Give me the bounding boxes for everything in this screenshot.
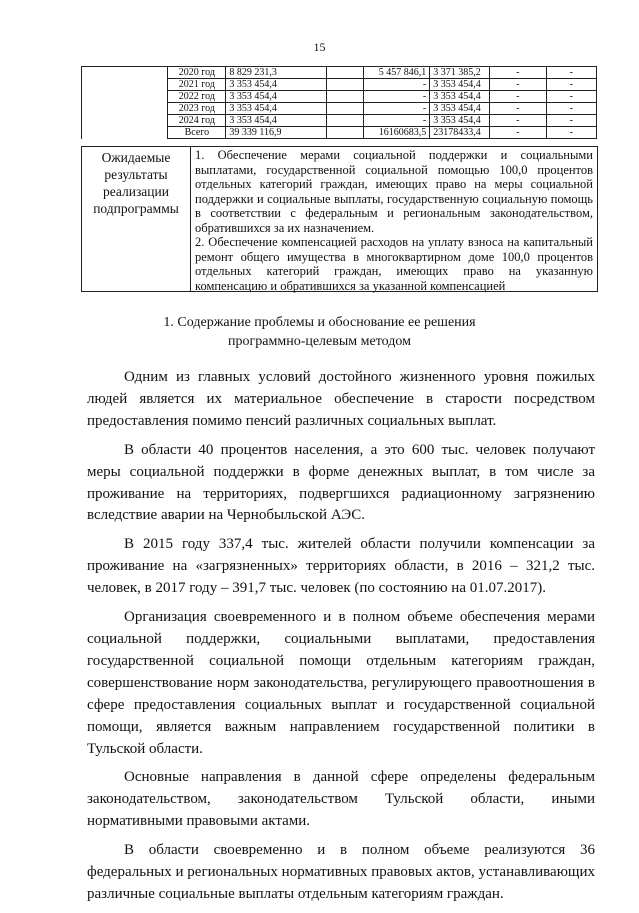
total-cell: 8 829 231,3 (226, 67, 327, 79)
year-cell: 2024 год (168, 115, 226, 127)
year-cell: 2020 год (168, 67, 226, 79)
funding-table (81, 66, 597, 139)
paragraph: В 2015 году 337,4 тыс. жителей области получили компенсации за проживание на «загрязненных» территориях области, в 2016 – 321,2 тыс. человек, в 2017 году – 391,7 тыс. человек (по состоянию на 01.07.2017). (87, 536, 595, 597)
dash-cell: - (546, 67, 596, 79)
regional-cell: 3 353 454,4 (430, 115, 490, 127)
extra-cell (327, 79, 364, 91)
expected-results-text (195, 148, 593, 293)
year-cell: 2021 год (168, 79, 226, 91)
extra-cell (327, 127, 364, 139)
extra-cell (327, 103, 364, 115)
regional-cell: 3 353 454,4 (430, 91, 490, 103)
extra-cell (327, 67, 364, 79)
federal-cell: - (364, 91, 430, 103)
total-cell: 3 353 454,4 (226, 79, 327, 91)
year-cell: Всего (168, 127, 226, 139)
paragraph: В области 40 процентов населения, а это 600 тыс. человек получают меры социальной поддержки в форме денежных выплат, в том числе за проживание на территориях, подвергшихся радиационному загрязнению вследствие аварии на Чернобыльской АЭС. (87, 441, 595, 524)
dash-cell: - (546, 115, 596, 127)
section-heading (60, 314, 579, 351)
dash-cell: - (489, 67, 546, 79)
regional-cell: 3 353 454,4 (430, 103, 490, 115)
federal-cell: - (364, 103, 430, 115)
result-item-1: 1. Обеспечение мерами социальной поддержки и социальными выплатами, государственной социальной помощью 100,0 процентов отдельных категорий граждан, имеющих право на меры социальной поддержки и социальные выплаты, государственную социальную помощь в соответствии с федеральным и региональным законодательством, обратившихся за их назначением. (195, 148, 593, 235)
year-cell: 2023 год (168, 103, 226, 115)
dash-cell: - (489, 115, 546, 127)
result-item-2: 2. Обеспечение компенсацией расходов на уплату взноса на капитальный ремонт общего имущества в многоквартирном доме 100,0 процентов отдельных категорий граждан, имеющих право на указанную компенсацию и обратившихся за указанной компенсацией (195, 235, 593, 293)
federal-cell: 5 457 846,1 (364, 67, 430, 79)
regional-cell: 3 353 454,4 (430, 79, 490, 91)
total-cell: 39 339 116,9 (226, 127, 327, 139)
page-number: 15 (313, 40, 326, 54)
label-line: подпрограммы (93, 201, 179, 216)
label-line: реализации (103, 184, 169, 199)
results-divider (190, 147, 191, 291)
dash-cell: - (489, 79, 546, 91)
extra-cell (327, 115, 364, 127)
total-cell: 3 353 454,4 (226, 115, 327, 127)
dash-cell: - (546, 103, 596, 115)
dash-cell: - (546, 79, 596, 91)
regional-cell: 3 371 385,2 (430, 67, 490, 79)
regional-cell: 23178433,4 (430, 127, 490, 139)
dash-cell: - (546, 91, 596, 103)
paragraph: Основные направления в данной сфере определены федеральным законодательством, законодательством Тульской области, иными нормативными правовыми актами. (87, 769, 595, 830)
expected-results-block (81, 146, 598, 292)
body-text (87, 367, 595, 913)
paragraph: В области своевременно и в полном объеме реализуются 36 федеральных и региональных нормативных правовых актов, устанавливающих различные социальные выплаты отдельным категориям граждан. (87, 842, 595, 902)
paragraph: Организация своевременного и в полном объеме обеспечения мерами социальной поддержки, социальными выплатами, предоставления государственной социальной помощи отдельным категориям граждан, совершенствование норм законодательства, регулирующего правоотношения в сфере предоставления социальных выплат и государственной социальной помощи, является важным направлением государственной политики в Тульской области. (87, 609, 595, 757)
dash-cell: - (489, 91, 546, 103)
dash-cell: - (489, 103, 546, 115)
label-line: результаты (104, 167, 168, 182)
row-label-cell (82, 67, 168, 139)
dash-cell: - (489, 127, 546, 139)
expected-results-label (84, 149, 188, 217)
total-cell: 3 353 454,4 (226, 91, 327, 103)
extra-cell (327, 91, 364, 103)
federal-cell: - (364, 79, 430, 91)
dash-cell: - (546, 127, 596, 139)
federal-cell: - (364, 115, 430, 127)
section-heading-line1: 1. Содержание проблемы и обоснование ее решения (163, 315, 476, 330)
label-line: Ожидаемые (101, 150, 171, 165)
year-cell: 2022 год (168, 91, 226, 103)
paragraph: Одним из главных условий достойного жизненного уровня пожилых людей является их материальное обеспечение в старости посредством предоставления помимо пенсий различных социальных выплат. (87, 369, 595, 429)
total-cell: 3 353 454,4 (226, 103, 327, 115)
federal-cell: 16160683,5 (364, 127, 430, 139)
funding-row (82, 67, 597, 79)
section-heading-line2: программно-целевым методом (228, 333, 411, 349)
